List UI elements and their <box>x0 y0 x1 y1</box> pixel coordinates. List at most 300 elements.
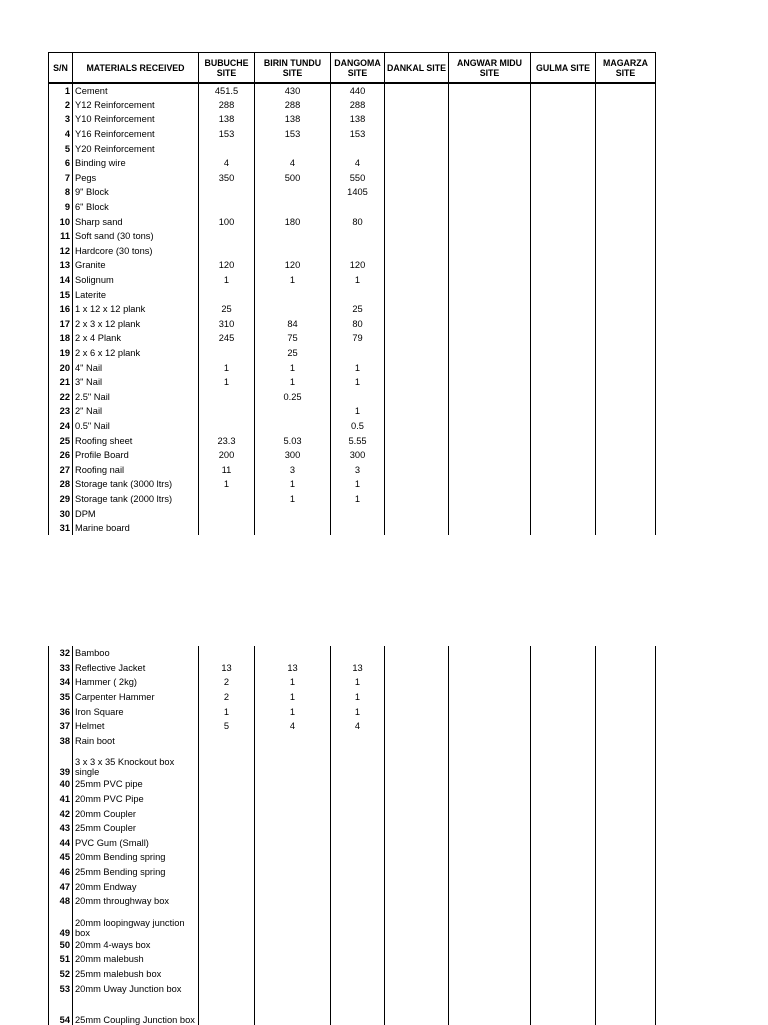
table-row <box>49 777 656 792</box>
quantity-cell <box>531 646 596 661</box>
material-name: 4" Nail <box>73 360 199 375</box>
quantity-cell <box>199 506 255 521</box>
row-number: 1 <box>49 83 73 98</box>
row-number: 54 <box>49 996 73 1025</box>
quantity-cell <box>531 967 596 982</box>
quantity-cell <box>199 909 255 938</box>
row-number: 7 <box>49 171 73 186</box>
quantity-cell <box>596 360 656 375</box>
quantity-cell <box>449 83 531 98</box>
row-number: 39 <box>49 748 73 777</box>
quantity-cell <box>331 938 385 953</box>
quantity-cell <box>531 792 596 807</box>
quantity-cell <box>385 375 449 390</box>
quantity-cell <box>449 865 531 880</box>
quantity-cell: 1 <box>255 690 331 705</box>
quantity-cell: 138 <box>255 112 331 127</box>
material-name: Iron Square <box>73 704 199 719</box>
quantity-cell <box>531 229 596 244</box>
quantity-cell <box>255 836 331 851</box>
quantity-cell <box>255 894 331 909</box>
quantity-cell <box>331 229 385 244</box>
material-name: Y16 Reinforcement <box>73 127 199 142</box>
row-number: 53 <box>49 981 73 996</box>
material-name: 20mm loopingway junction box <box>73 909 199 938</box>
table-row <box>49 375 656 390</box>
quantity-cell: 1405 <box>331 185 385 200</box>
row-number: 35 <box>49 690 73 705</box>
quantity-cell: 153 <box>255 127 331 142</box>
quantity-cell <box>255 244 331 259</box>
quantity-cell <box>449 214 531 229</box>
quantity-cell <box>255 185 331 200</box>
quantity-cell <box>596 112 656 127</box>
quantity-cell <box>531 346 596 361</box>
table-row <box>49 938 656 953</box>
quantity-cell <box>531 317 596 332</box>
quantity-cell <box>385 229 449 244</box>
quantity-cell <box>255 777 331 792</box>
quantity-cell <box>531 704 596 719</box>
row-number: 5 <box>49 141 73 156</box>
quantity-cell <box>596 836 656 851</box>
material-name: 25mm PVC pipe <box>73 777 199 792</box>
table-row <box>49 346 656 361</box>
quantity-cell <box>449 806 531 821</box>
quantity-cell <box>449 734 531 749</box>
quantity-cell <box>385 996 449 1025</box>
quantity-cell <box>596 865 656 880</box>
quantity-cell <box>385 127 449 142</box>
quantity-cell <box>449 302 531 317</box>
header-sn: S/N <box>49 53 73 84</box>
quantity-cell <box>596 185 656 200</box>
quantity-cell <box>331 850 385 865</box>
table-row <box>49 448 656 463</box>
quantity-cell <box>385 879 449 894</box>
row-number: 31 <box>49 521 73 536</box>
quantity-cell: 2 <box>199 690 255 705</box>
materials-table-part-1 <box>48 52 656 535</box>
quantity-cell <box>449 98 531 113</box>
quantity-cell <box>449 375 531 390</box>
quantity-cell: 120 <box>331 258 385 273</box>
quantity-cell <box>385 821 449 836</box>
row-number: 33 <box>49 661 73 676</box>
quantity-cell: 4 <box>255 156 331 171</box>
table-row <box>49 258 656 273</box>
quantity-cell <box>449 675 531 690</box>
quantity-cell: 245 <box>199 331 255 346</box>
quantity-cell <box>531 287 596 302</box>
table-row <box>49 317 656 332</box>
quantity-cell <box>531 690 596 705</box>
quantity-cell <box>385 433 449 448</box>
row-number: 28 <box>49 477 73 492</box>
quantity-cell <box>596 661 656 676</box>
quantity-cell <box>449 389 531 404</box>
quantity-cell <box>596 477 656 492</box>
quantity-cell <box>385 448 449 463</box>
quantity-cell <box>449 317 531 332</box>
table-row <box>49 996 656 1025</box>
quantity-cell: 1 <box>199 273 255 288</box>
quantity-cell: 1 <box>255 477 331 492</box>
quantity-cell <box>385 83 449 98</box>
table-row <box>49 273 656 288</box>
quantity-cell <box>596 156 656 171</box>
row-number: 49 <box>49 909 73 938</box>
quantity-cell <box>331 981 385 996</box>
table-row <box>49 156 656 171</box>
quantity-cell <box>449 850 531 865</box>
quantity-cell <box>385 506 449 521</box>
table-row <box>49 112 656 127</box>
quantity-cell <box>531 748 596 777</box>
quantity-cell <box>449 258 531 273</box>
quantity-cell: 23.3 <box>199 433 255 448</box>
table-row <box>49 433 656 448</box>
quantity-cell: 1 <box>331 690 385 705</box>
quantity-cell <box>385 404 449 419</box>
quantity-cell: 75 <box>255 331 331 346</box>
quantity-cell <box>449 879 531 894</box>
quantity-cell <box>199 836 255 851</box>
header-row <box>49 53 656 84</box>
quantity-cell <box>331 200 385 215</box>
quantity-cell: 1 <box>255 375 331 390</box>
material-name: 6" Block <box>73 200 199 215</box>
table-row <box>49 521 656 536</box>
quantity-cell: 5.55 <box>331 433 385 448</box>
table-body-1 <box>49 83 656 535</box>
material-name: Y20 Reinforcement <box>73 141 199 156</box>
material-name: 25mm Coupling Junction box <box>73 996 199 1025</box>
quantity-cell: 4 <box>255 719 331 734</box>
quantity-cell: 1 <box>199 360 255 375</box>
quantity-cell <box>385 419 449 434</box>
table-body-2 <box>49 646 656 1025</box>
quantity-cell <box>531 214 596 229</box>
quantity-cell <box>531 836 596 851</box>
quantity-cell: 11 <box>199 462 255 477</box>
quantity-cell <box>531 821 596 836</box>
quantity-cell <box>199 806 255 821</box>
table-row <box>49 214 656 229</box>
row-number: 47 <box>49 879 73 894</box>
header-bubuche: BUBUCHE SITE <box>199 53 255 84</box>
quantity-cell <box>331 777 385 792</box>
quantity-cell: 5.03 <box>255 433 331 448</box>
quantity-cell: 1 <box>331 360 385 375</box>
quantity-cell <box>449 492 531 507</box>
quantity-cell <box>385 661 449 676</box>
quantity-cell <box>449 792 531 807</box>
header-materials: MATERIALS RECEIVED <box>73 53 199 84</box>
quantity-cell <box>385 214 449 229</box>
quantity-cell <box>596 646 656 661</box>
quantity-cell: 3 <box>255 462 331 477</box>
quantity-cell <box>331 909 385 938</box>
table-row <box>49 492 656 507</box>
quantity-cell <box>449 690 531 705</box>
quantity-cell <box>385 185 449 200</box>
quantity-cell <box>385 850 449 865</box>
quantity-cell <box>596 967 656 982</box>
material-name: 25mm Bending spring <box>73 865 199 880</box>
table-row <box>49 477 656 492</box>
row-number: 10 <box>49 214 73 229</box>
material-name: Helmet <box>73 719 199 734</box>
table-row <box>49 806 656 821</box>
quantity-cell <box>596 244 656 259</box>
quantity-cell <box>531 879 596 894</box>
quantity-cell <box>596 98 656 113</box>
quantity-cell <box>596 200 656 215</box>
quantity-cell <box>331 506 385 521</box>
quantity-cell <box>199 229 255 244</box>
quantity-cell <box>385 646 449 661</box>
quantity-cell <box>255 850 331 865</box>
row-number: 15 <box>49 287 73 302</box>
material-name: 25mm malebush box <box>73 967 199 982</box>
table-row <box>49 894 656 909</box>
material-name: 20mm Endway <box>73 879 199 894</box>
material-name: 3" Nail <box>73 375 199 390</box>
table-row <box>49 981 656 996</box>
quantity-cell <box>449 433 531 448</box>
quantity-cell: 120 <box>255 258 331 273</box>
quantity-cell <box>531 777 596 792</box>
quantity-cell <box>255 287 331 302</box>
material-name: Y10 Reinforcement <box>73 112 199 127</box>
quantity-cell: 13 <box>331 661 385 676</box>
table-row <box>49 719 656 734</box>
quantity-cell <box>255 967 331 982</box>
quantity-cell <box>531 850 596 865</box>
quantity-cell: 25 <box>255 346 331 361</box>
table-row <box>49 83 656 98</box>
quantity-cell <box>596 719 656 734</box>
quantity-cell: 1 <box>331 675 385 690</box>
table-row <box>49 836 656 851</box>
table-row <box>49 171 656 186</box>
table-row <box>49 302 656 317</box>
quantity-cell <box>596 521 656 536</box>
quantity-cell: 288 <box>255 98 331 113</box>
material-name: Laterite <box>73 287 199 302</box>
quantity-cell <box>449 777 531 792</box>
quantity-cell <box>596 448 656 463</box>
quantity-cell <box>199 748 255 777</box>
table-row <box>49 98 656 113</box>
quantity-cell <box>596 879 656 894</box>
quantity-cell <box>449 661 531 676</box>
quantity-cell <box>331 521 385 536</box>
row-number: 50 <box>49 938 73 953</box>
quantity-cell <box>531 506 596 521</box>
quantity-cell <box>199 492 255 507</box>
material-name: 0.5" Nail <box>73 419 199 434</box>
quantity-cell <box>531 112 596 127</box>
quantity-cell <box>385 258 449 273</box>
row-number: 32 <box>49 646 73 661</box>
quantity-cell <box>596 171 656 186</box>
quantity-cell <box>199 894 255 909</box>
material-name: Profile Board <box>73 448 199 463</box>
table-row <box>49 821 656 836</box>
quantity-cell: 1 <box>255 492 331 507</box>
material-name: Bamboo <box>73 646 199 661</box>
quantity-cell <box>531 98 596 113</box>
quantity-cell: 138 <box>331 112 385 127</box>
quantity-cell <box>385 360 449 375</box>
quantity-cell <box>596 506 656 521</box>
row-number: 38 <box>49 734 73 749</box>
quantity-cell <box>385 952 449 967</box>
table-row <box>49 127 656 142</box>
row-number: 18 <box>49 331 73 346</box>
quantity-cell <box>596 981 656 996</box>
row-number: 52 <box>49 967 73 982</box>
quantity-cell <box>331 748 385 777</box>
row-number: 8 <box>49 185 73 200</box>
quantity-cell: 1 <box>331 492 385 507</box>
quantity-cell: 0.5 <box>331 419 385 434</box>
quantity-cell <box>596 462 656 477</box>
quantity-cell <box>531 273 596 288</box>
quantity-cell: 300 <box>255 448 331 463</box>
quantity-cell <box>531 141 596 156</box>
quantity-cell: 80 <box>331 317 385 332</box>
quantity-cell <box>385 938 449 953</box>
quantity-cell <box>449 360 531 375</box>
material-name: 20mm Coupler <box>73 806 199 821</box>
quantity-cell <box>331 346 385 361</box>
quantity-cell <box>596 909 656 938</box>
quantity-cell <box>596 821 656 836</box>
quantity-cell <box>199 952 255 967</box>
quantity-cell <box>596 675 656 690</box>
row-number: 36 <box>49 704 73 719</box>
table-row <box>49 404 656 419</box>
row-number: 23 <box>49 404 73 419</box>
quantity-cell: 1 <box>331 704 385 719</box>
quantity-cell <box>531 200 596 215</box>
quantity-cell <box>199 777 255 792</box>
quantity-cell <box>531 462 596 477</box>
quantity-cell <box>331 996 385 1025</box>
material-name: Hammer ( 2kg) <box>73 675 199 690</box>
quantity-cell: 153 <box>199 127 255 142</box>
quantity-cell <box>255 734 331 749</box>
quantity-cell <box>385 734 449 749</box>
quantity-cell <box>199 865 255 880</box>
row-number: 27 <box>49 462 73 477</box>
quantity-cell <box>531 156 596 171</box>
quantity-cell: 310 <box>199 317 255 332</box>
material-name: 20mm 4-ways box <box>73 938 199 953</box>
quantity-cell: 120 <box>199 258 255 273</box>
material-name: Pegs <box>73 171 199 186</box>
quantity-cell <box>255 996 331 1025</box>
table-row <box>49 287 656 302</box>
quantity-cell <box>596 806 656 821</box>
row-number: 42 <box>49 806 73 821</box>
quantity-cell <box>531 734 596 749</box>
quantity-cell <box>385 719 449 734</box>
quantity-cell: 1 <box>331 404 385 419</box>
quantity-cell <box>199 879 255 894</box>
quantity-cell <box>255 419 331 434</box>
material-name: PVC Gum (Small) <box>73 836 199 851</box>
row-number: 26 <box>49 448 73 463</box>
quantity-cell <box>531 894 596 909</box>
row-number: 14 <box>49 273 73 288</box>
table-row <box>49 748 656 777</box>
material-name: Marine board <box>73 521 199 536</box>
quantity-cell <box>531 258 596 273</box>
table-row <box>49 419 656 434</box>
quantity-cell <box>385 675 449 690</box>
quantity-cell <box>331 646 385 661</box>
quantity-cell <box>449 185 531 200</box>
quantity-cell <box>255 981 331 996</box>
quantity-cell <box>385 112 449 127</box>
table-row <box>49 200 656 215</box>
quantity-cell <box>449 836 531 851</box>
quantity-cell <box>449 952 531 967</box>
row-number: 30 <box>49 506 73 521</box>
row-number: 46 <box>49 865 73 880</box>
material-name: 20mm malebush <box>73 952 199 967</box>
quantity-cell: 1 <box>255 675 331 690</box>
quantity-cell <box>385 287 449 302</box>
quantity-cell <box>531 433 596 448</box>
quantity-cell <box>596 938 656 953</box>
material-name: 1 x 12 x 12 plank <box>73 302 199 317</box>
table-row <box>49 646 656 661</box>
quantity-cell: 4 <box>199 156 255 171</box>
quantity-cell <box>531 360 596 375</box>
quantity-cell <box>596 317 656 332</box>
quantity-cell: 3 <box>331 462 385 477</box>
quantity-cell <box>255 792 331 807</box>
material-name: Roofing nail <box>73 462 199 477</box>
quantity-cell <box>449 894 531 909</box>
row-number: 48 <box>49 894 73 909</box>
quantity-cell <box>385 141 449 156</box>
quantity-cell <box>385 244 449 259</box>
quantity-cell <box>331 821 385 836</box>
quantity-cell <box>596 273 656 288</box>
quantity-cell <box>331 894 385 909</box>
quantity-cell <box>596 214 656 229</box>
quantity-cell <box>449 346 531 361</box>
row-number: 45 <box>49 850 73 865</box>
quantity-cell: 350 <box>199 171 255 186</box>
quantity-cell: 1 <box>199 477 255 492</box>
row-number: 43 <box>49 821 73 836</box>
quantity-cell <box>596 792 656 807</box>
quantity-cell: 0.25 <box>255 389 331 404</box>
material-name: 25mm Coupler <box>73 821 199 836</box>
quantity-cell <box>255 879 331 894</box>
material-name: Binding wire <box>73 156 199 171</box>
quantity-cell <box>199 346 255 361</box>
quantity-cell <box>255 229 331 244</box>
quantity-cell: 79 <box>331 331 385 346</box>
